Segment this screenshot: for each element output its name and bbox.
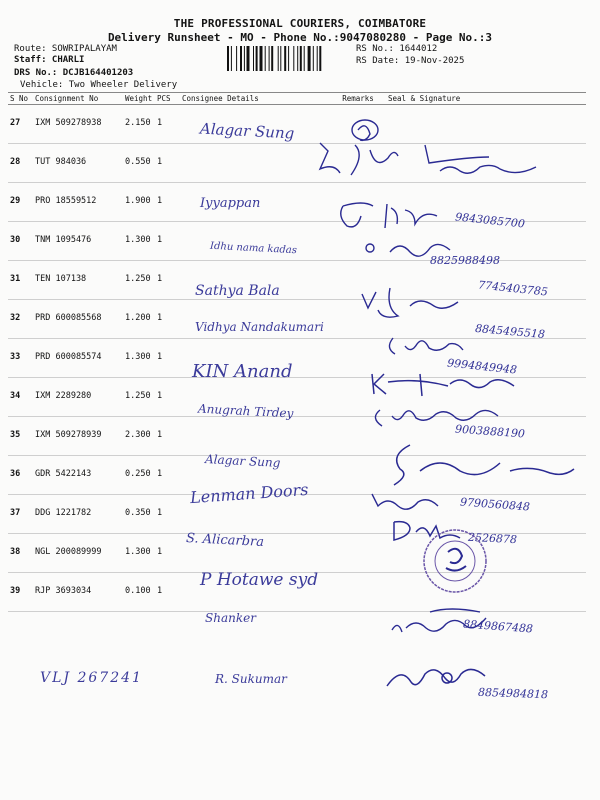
- row-consignment-number: PRD 600085574: [33, 339, 123, 378]
- row-weight: 1.300: [123, 222, 155, 261]
- row-sno: 39: [8, 573, 33, 612]
- row-pcs: 1: [155, 339, 180, 378]
- signature-32: [385, 334, 475, 358]
- phone-34: 9003888190: [454, 422, 526, 441]
- phone-footer: 8854984818: [477, 685, 549, 702]
- row-pcs: 1: [155, 573, 180, 612]
- handwritten-name-34: Anugrah Tirdey: [197, 401, 294, 421]
- handwritten-name-32: Vidhya Nandakumari: [195, 320, 324, 334]
- route-label: Route: SOWRIPALAYAM: [14, 44, 117, 54]
- phone-39: 8849867488: [462, 617, 534, 636]
- signature-31: [360, 286, 480, 326]
- courier-seal-stamp: [422, 528, 488, 594]
- row-consignment-number: PRD 600085568: [33, 300, 123, 339]
- staff-label: Staff: CHARLI: [14, 55, 85, 65]
- row-weight: 1.250: [123, 261, 155, 300]
- col-consignment: Consignment No: [33, 93, 123, 105]
- table-header-row: [8, 93, 586, 105]
- rs-date: RS Date: 19-Nov-2025: [356, 56, 465, 66]
- row-consignment-number: IXM 509278938: [33, 105, 123, 144]
- phone-30: 8825988498: [430, 254, 500, 267]
- row-sno: 32: [8, 300, 33, 339]
- row-weight: 1.200: [123, 300, 155, 339]
- row-sno: 34: [8, 378, 33, 417]
- row-weight: 1.900: [123, 183, 155, 222]
- rs-number: RS No.: 1644012: [356, 44, 438, 54]
- phone-32: 8845495518: [474, 321, 546, 342]
- phone-31: 7745403785: [477, 278, 549, 299]
- col-weight: Weight: [123, 93, 155, 105]
- row-remarks: [330, 456, 386, 495]
- handwritten-name-37: S. Alicarbra: [185, 530, 265, 551]
- row-consignment-number: PRO 18559512: [33, 183, 123, 222]
- col-pcs: PCS: [155, 93, 180, 105]
- handwritten-name-35: Alagar Sung: [204, 452, 281, 470]
- row-weight: 2.300: [123, 417, 155, 456]
- row-sno: 29: [8, 183, 33, 222]
- col-consignee: Consignee Details: [180, 93, 330, 105]
- row-consignment-number: TEN 107138: [33, 261, 123, 300]
- row-consignment-number: IXM 509278939: [33, 417, 123, 456]
- signature-35: [380, 443, 580, 489]
- runsheet-subtitle: Delivery Runsheet - MO - Phone No.:9047080280 - Page No.:3: [107, 31, 493, 44]
- row-consignment-number: IXM 2289280: [33, 378, 123, 417]
- row-weight: 1.250: [123, 378, 155, 417]
- row-consignment-number: NGL 200089999: [33, 534, 123, 573]
- row-consignment-number: DDG 1221782: [33, 495, 123, 534]
- company-title: THE PROFESSIONAL COURIERS, COIMBATORE: [173, 17, 427, 30]
- row-sno: 28: [8, 144, 33, 183]
- handwritten-name-39: Shanker: [205, 611, 256, 625]
- handwritten-vehicle-number: VLJ 267241: [40, 670, 143, 686]
- barcode-image: [227, 46, 352, 71]
- row-consignment-number: TNM 1095476: [33, 222, 123, 261]
- phone-29: 9843085700: [454, 210, 526, 231]
- signature-36: [370, 490, 460, 512]
- handwritten-name-30: Idhu nama kadas: [209, 240, 298, 257]
- handwritten-name-29: Iyyappan: [200, 196, 261, 211]
- handwritten-name-38: P Hotawe syd: [200, 570, 319, 590]
- col-signature: Seal & Signature: [386, 93, 586, 105]
- row-weight: 2.150: [123, 105, 155, 144]
- row-weight: 0.550: [123, 144, 155, 183]
- row-pcs: 1: [155, 222, 180, 261]
- drs-number: DRS No.: DCJB164401203: [14, 68, 134, 78]
- row-weight: 0.350: [123, 495, 155, 534]
- row-pcs: 1: [155, 261, 180, 300]
- row-pcs: 1: [155, 105, 180, 144]
- signature-29: [335, 198, 455, 234]
- phone-33: 9994849948: [446, 356, 518, 377]
- row-weight: 1.300: [123, 534, 155, 573]
- row-sno: 36: [8, 456, 33, 495]
- row-remarks: [330, 573, 386, 612]
- handwritten-name-31: Sathya Bala: [195, 283, 280, 299]
- col-remarks: Remarks: [330, 93, 386, 105]
- phone-36: 9790560848: [459, 495, 531, 514]
- phone-37: 2526878: [467, 530, 518, 547]
- row-consignment-number: GDR 5422143: [33, 456, 123, 495]
- row-sno: 31: [8, 261, 33, 300]
- vehicle-label: Vehicle: Two Wheeler Delivery: [20, 80, 178, 90]
- signature-27-28: [300, 115, 560, 195]
- row-sno: 27: [8, 105, 33, 144]
- row-remarks: [330, 534, 386, 573]
- handwritten-name-36: Lenman Doors: [189, 479, 309, 508]
- row-pcs: 1: [155, 495, 180, 534]
- row-pcs: 1: [155, 534, 180, 573]
- row-pcs: 1: [155, 417, 180, 456]
- row-pcs: 1: [155, 456, 180, 495]
- row-sno: 38: [8, 534, 33, 573]
- row-pcs: 1: [155, 144, 180, 183]
- row-pcs: 1: [155, 378, 180, 417]
- row-sno: 35: [8, 417, 33, 456]
- row-weight: 1.300: [123, 339, 155, 378]
- row-consignee-details: [180, 222, 330, 261]
- row-sno: 30: [8, 222, 33, 261]
- row-sno: 37: [8, 495, 33, 534]
- row-weight: 0.250: [123, 456, 155, 495]
- handwritten-staff-name: R. Sukumar: [215, 672, 287, 686]
- row-sno: 33: [8, 339, 33, 378]
- row-pcs: 1: [155, 183, 180, 222]
- row-consignment-number: TUT 984036: [33, 144, 123, 183]
- row-pcs: 1: [155, 300, 180, 339]
- row-consignment-number: RJP 3693034: [33, 573, 123, 612]
- handwritten-name-33: KIN Anand: [192, 361, 293, 382]
- handwritten-name-27: Alagar Sung: [199, 119, 295, 143]
- row-weight: 0.100: [123, 573, 155, 612]
- col-sno: S No: [8, 93, 33, 105]
- row-consignee-details: [180, 417, 330, 456]
